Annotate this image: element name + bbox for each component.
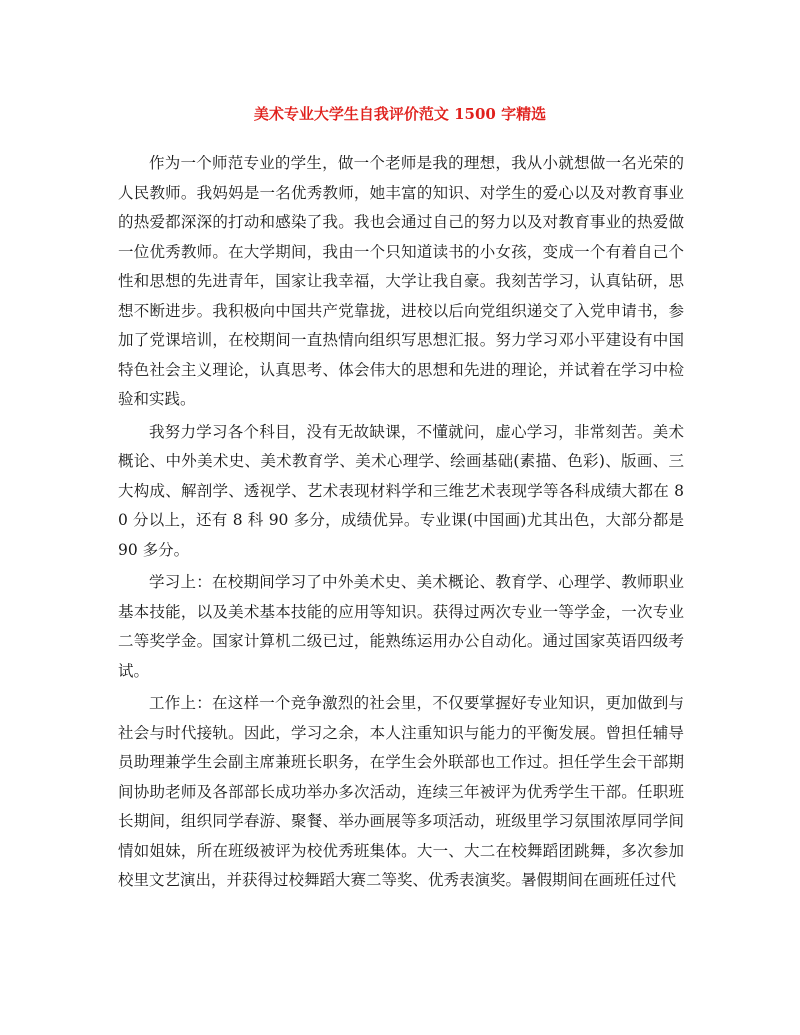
paragraph-study: 学习上：在校期间学习了中外美术史、美术概论、教育学、心理学、教师职业基本技能，以及美术基本技能的应用等知识。获得过两次专业一等学金，一次专业二等奖学金。国家计算机二级已过，能熟练运用办公自动化。通过国家英语四级考试。 xyxy=(118,573,684,680)
document-title: 美术专业大学生自我评价范文 1500 字精选 xyxy=(253,105,547,123)
document-body xyxy=(118,149,684,899)
paragraph-work: 工作上：在这样一个竞争激烈的社会里，不仅要掌握好专业知识，更加做到与社会与时代接轨。因此，学习之余，本人注重知识与能力的平衡发展。曾担任辅导员助理兼学生会副主席兼班长职务，在学生会外联部也工作过。担任学生会干部期间协助老师及各部部长成功举办多次活动，连续三年被评为优秀学生干部。任职班长期间，组织同学春游、聚餐、举办画展等多项活动，班级里学习氛围浓厚同学间情如姐妹，所在班级被评为校优秀班集体。大一、大二在校舞蹈团跳舞，多次参加校里文艺演出，并获得过校舞蹈大赛二等奖、优秀表演奖。暑假期间在画班任过代 xyxy=(118,694,684,889)
paragraph-academic-courses: 我努力学习各个科目，没有无故缺课，不懂就问，虚心学习，非常刻苦。美术概论、中外美术史、美术教育学、美术心理学、绘画基础(素描、色彩)、版画、三大构成、解剖学、透视学、艺术表现材料学和三维艺术表现学等各科成绩大都在 80 分以上，还有 8 科 90 多分，成绩优异。专业课(中国画)尤其出色，大部分都是 90 多分。 xyxy=(118,422,684,559)
paragraph-career-ideal: 作为一个师范专业的学生，做一个老师是我的理想，我从小就想做一名光荣的人民教师。我妈妈是一名优秀教师，她丰富的知识、对学生的爱心以及对教育事业的热爱都深深的打动和感染了我。我也会通过自己的努力以及对教育事业的热爱做一位优秀教师。在大学期间，我由一个只知道读书的小女孩，变成一个有着自己个性和思想的先进青年，国家让我幸福，大学让我自豪。我刻苦学习，认真钻研，思想不断进步。我积极向中国共产党靠拢，进校以后向党组织递交了入党申请书，参加了党课培训，在校期间一直热情向组织写思想汇报。努力学习邓小平建设有中国特色社会主义理论，认真思考、体会伟大的思想和先进的理论，并试着在学习中检验和实践。 xyxy=(118,154,684,408)
